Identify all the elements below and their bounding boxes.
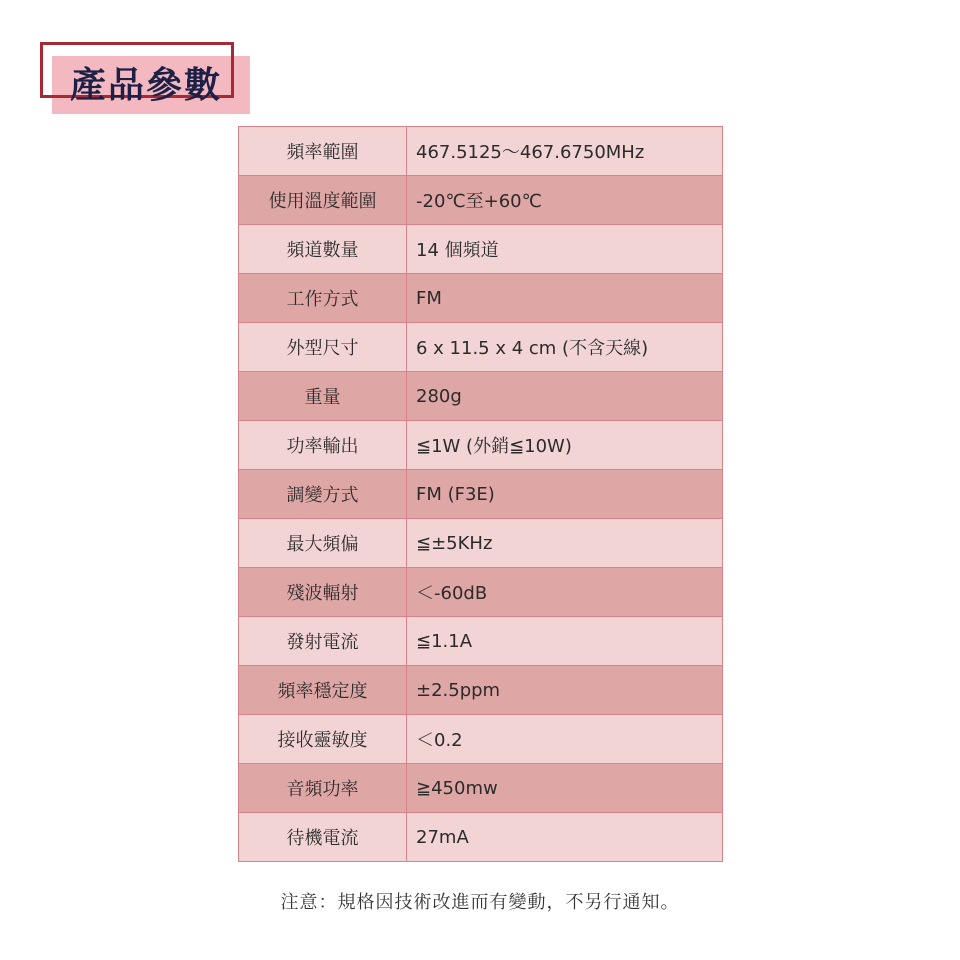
spec-label: 最大頻偏 <box>239 519 407 568</box>
spec-value: ±2.5ppm <box>407 666 723 715</box>
spec-value: ＜0.2 <box>407 715 723 764</box>
spec-label: 發射電流 <box>239 617 407 666</box>
table-row <box>239 568 723 617</box>
spec-label: 頻率範圍 <box>239 127 407 176</box>
table-row <box>239 715 723 764</box>
table-row <box>239 617 723 666</box>
table-row <box>239 421 723 470</box>
spec-value: FM <box>407 274 723 323</box>
spec-value: 467.5125～467.6750MHz <box>407 127 723 176</box>
spec-label: 待機電流 <box>239 813 407 862</box>
spec-label: 重量 <box>239 372 407 421</box>
spec-label: 頻率穩定度 <box>239 666 407 715</box>
spec-value: ≦±5KHz <box>407 519 723 568</box>
spec-value: ≦1W (外銷≦10W) <box>407 421 723 470</box>
spec-label: 外型尺寸 <box>239 323 407 372</box>
spec-label: 頻道數量 <box>239 225 407 274</box>
section-title-block <box>40 42 250 114</box>
spec-value: 14 個頻道 <box>407 225 723 274</box>
spec-value: 27mA <box>407 813 723 862</box>
table-row <box>239 127 723 176</box>
table-row <box>239 176 723 225</box>
table-row <box>239 323 723 372</box>
spec-value: 6 x 11.5 x 4 cm (不含天線) <box>407 323 723 372</box>
spec-value: 280g <box>407 372 723 421</box>
table-row <box>239 470 723 519</box>
spec-value: ≦1.1A <box>407 617 723 666</box>
spec-label: 功率輸出 <box>239 421 407 470</box>
table-row <box>239 666 723 715</box>
spec-table <box>238 126 723 862</box>
table-row <box>239 519 723 568</box>
table-row <box>239 274 723 323</box>
spec-label: 音頻功率 <box>239 764 407 813</box>
table-row <box>239 372 723 421</box>
table-row <box>239 764 723 813</box>
spec-value: ＜-60dB <box>407 568 723 617</box>
spec-value: -20℃至+60℃ <box>407 176 723 225</box>
table-row <box>239 225 723 274</box>
footnote: 注意：規格因技術改進而有變動，不另行通知。 <box>280 892 680 913</box>
spec-label: 使用溫度範圍 <box>239 176 407 225</box>
page-title: 產品參數 <box>70 65 223 106</box>
spec-label: 調變方式 <box>239 470 407 519</box>
table-row <box>239 813 723 862</box>
spec-label: 工作方式 <box>239 274 407 323</box>
spec-label: 殘波輻射 <box>239 568 407 617</box>
spec-value: ≧450mw <box>407 764 723 813</box>
spec-label: 接收靈敏度 <box>239 715 407 764</box>
spec-value: FM (F3E) <box>407 470 723 519</box>
